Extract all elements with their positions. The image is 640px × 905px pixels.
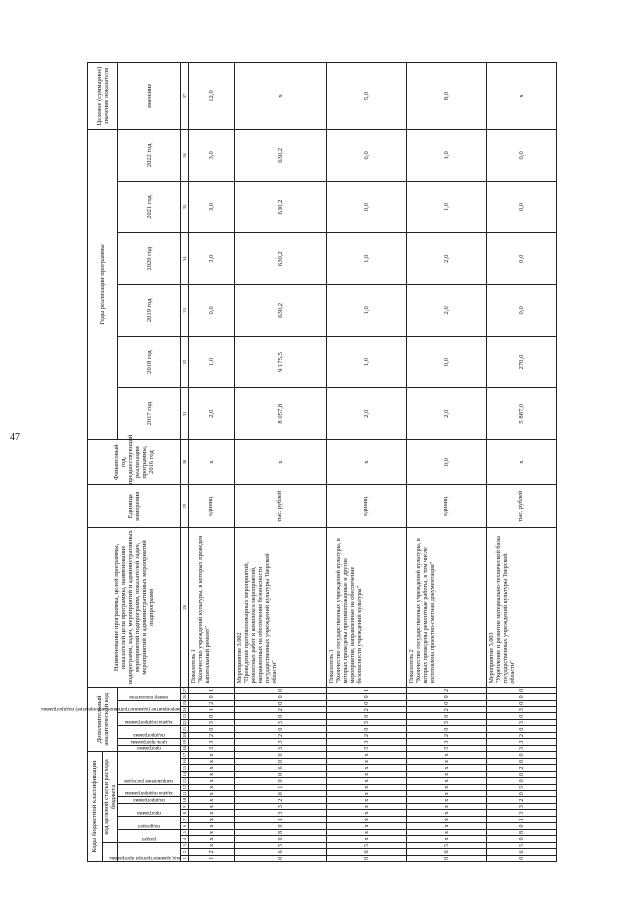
code-cell: x bbox=[189, 752, 235, 759]
code-cell: 1 bbox=[235, 816, 327, 822]
page-number: 47 bbox=[10, 432, 20, 443]
column-number: 27 bbox=[182, 688, 188, 693]
code-cell: 2 bbox=[487, 732, 557, 738]
code-cell: 0 bbox=[487, 687, 557, 694]
code-cell: x bbox=[407, 829, 487, 835]
column-number: 23 bbox=[182, 713, 188, 719]
add-program-goal-header bbox=[118, 739, 181, 745]
code-cell: 0 bbox=[487, 752, 557, 759]
column-number: 32 bbox=[181, 336, 189, 388]
code-cell: 0 bbox=[235, 687, 327, 694]
code-cell: x bbox=[327, 778, 407, 784]
code-cell: x bbox=[327, 829, 407, 835]
code-cell: 3 bbox=[189, 719, 235, 725]
budget-codes-header: Коды бюджетной классификации bbox=[88, 752, 103, 862]
code-cell: 0 bbox=[327, 694, 407, 700]
column-number-row bbox=[181, 63, 189, 862]
code-cell: 0 bbox=[189, 713, 235, 719]
table-row bbox=[327, 63, 407, 862]
section-header bbox=[118, 829, 181, 842]
admin-code-label: код администратора программы bbox=[109, 855, 181, 861]
code-cell: 6 bbox=[407, 849, 487, 855]
fin-year-cell: x bbox=[235, 440, 327, 485]
row-title: Показатель 2 bbox=[408, 649, 416, 684]
code-cell: x bbox=[327, 803, 407, 809]
code-cell: 0 bbox=[487, 778, 557, 784]
code-cell: 0 bbox=[235, 823, 327, 829]
unit-header: Единица измерения bbox=[88, 485, 181, 528]
admin-code-header bbox=[109, 842, 181, 861]
code-cell: 0 bbox=[235, 694, 327, 700]
code-cell: x bbox=[189, 791, 235, 797]
column-number: 24 bbox=[182, 707, 188, 712]
year-value-cell: 630,2 bbox=[235, 181, 327, 233]
column-number: 5 bbox=[181, 829, 189, 835]
column-number: 31 bbox=[181, 388, 189, 440]
year-value-cell: 1,0 bbox=[407, 130, 487, 182]
year-2018-header: 2018 год bbox=[118, 336, 181, 388]
code-cell: 2 bbox=[327, 707, 407, 713]
column-number: 4 bbox=[181, 836, 189, 842]
column-number: 9 bbox=[181, 803, 189, 809]
expense-article-header: код целевой статьи расхода бюджета bbox=[103, 752, 118, 842]
code-cell: 6 bbox=[487, 849, 557, 855]
code-cell: 0 bbox=[407, 713, 487, 719]
code-cell: 0 bbox=[189, 726, 235, 732]
column-number: 20 bbox=[182, 733, 188, 738]
program-header bbox=[118, 803, 181, 816]
target-value-cell: 5,0 bbox=[327, 63, 407, 130]
code-cell: x bbox=[327, 765, 407, 771]
code-cell: 3 bbox=[235, 739, 327, 745]
target-value-cell: 12,0 bbox=[189, 63, 235, 130]
code-cell: 0 bbox=[487, 855, 557, 861]
code-cell: 0 bbox=[235, 713, 327, 719]
row-text: "Укрепление и развитие материально-технической базы государственных учреждений культуры Тверской области" bbox=[495, 536, 517, 684]
code-cell: x bbox=[407, 810, 487, 816]
fin-year-cell: x bbox=[189, 440, 235, 485]
code-cell: 5 bbox=[407, 842, 487, 848]
code-cell: x bbox=[327, 836, 407, 842]
code-cell: x bbox=[407, 791, 487, 797]
code-cell: x bbox=[327, 797, 407, 803]
code-cell: 3 bbox=[407, 719, 487, 725]
add-task-header bbox=[118, 713, 181, 726]
year-value-cell: 0,0 bbox=[407, 336, 487, 388]
code-cell: 0 bbox=[407, 700, 487, 706]
code-cell: x bbox=[189, 842, 235, 848]
code-cell: 0 bbox=[487, 758, 557, 764]
add-measure-label: мероприятие (административное мероприятие) подпрограммы bbox=[41, 706, 181, 713]
add-task-label: задача подпрограммы bbox=[125, 719, 174, 726]
code-cell: 8 bbox=[235, 829, 327, 835]
section-label: раздел bbox=[142, 835, 157, 842]
row-name-cell bbox=[327, 528, 407, 687]
code-cell: 0 bbox=[487, 726, 557, 732]
code-cell: 3 bbox=[487, 739, 557, 745]
subsection-label: подраздел bbox=[138, 822, 161, 829]
name-header: Наименование программы, целей программы, показателей цели программы, наименование подпрограмм, задач, мероприятий и административных мероприятий подпрограмм, показателей задач, мероприятий и административных мероприятий подпрограмм bbox=[88, 528, 181, 687]
column-number: 16 bbox=[182, 759, 188, 764]
code-cell: 3 bbox=[189, 739, 235, 745]
code-cell: x bbox=[189, 810, 235, 816]
code-cell: 5 bbox=[487, 842, 557, 848]
code-cell: 2 bbox=[189, 732, 235, 738]
code-cell: x bbox=[407, 816, 487, 822]
column-number: 26 bbox=[182, 694, 188, 700]
code-cell: x bbox=[327, 784, 407, 790]
year-value-cell: 0,0 bbox=[487, 285, 557, 337]
code-cell: x bbox=[407, 765, 487, 771]
code-cell: 0 bbox=[487, 700, 557, 706]
code-cell: 2 bbox=[189, 700, 235, 706]
code-cell: x bbox=[407, 771, 487, 777]
column-number: 36 bbox=[181, 130, 189, 182]
column-number: 34 bbox=[181, 233, 189, 285]
code-cell: x bbox=[189, 829, 235, 835]
year-value-cell: 630,2 bbox=[235, 130, 327, 182]
target-value-cell: x bbox=[235, 63, 327, 130]
code-cell: x bbox=[189, 771, 235, 777]
target-value-cell: x bbox=[487, 63, 557, 130]
row-text: "Количество государственных учреждений культуры, в которых проведены противопожарные и другие мероприятия, направленные на обеспечение безопасности учреждений культуры" bbox=[335, 538, 364, 684]
column-number: 3 bbox=[181, 842, 189, 848]
column-number: 8 bbox=[181, 810, 189, 816]
year-value-cell: 8 057,8 bbox=[235, 388, 327, 440]
code-cell: 0 bbox=[235, 700, 327, 706]
year-value-cell: 630,2 bbox=[235, 285, 327, 337]
code-cell: 0 bbox=[189, 694, 235, 700]
add-subprogram-label: подпрограмма bbox=[133, 732, 166, 739]
code-cell: 2 bbox=[487, 765, 557, 771]
column-number: 14 bbox=[182, 772, 188, 777]
code-cell: 0 bbox=[327, 726, 407, 732]
code-cell: 3 bbox=[235, 803, 327, 809]
code-cell: 0 bbox=[407, 694, 487, 700]
task-subprogram-header bbox=[118, 784, 181, 797]
code-cell: 2 bbox=[407, 687, 487, 694]
code-cell: 2 bbox=[327, 732, 407, 738]
code-cell: 2 bbox=[407, 732, 487, 738]
code-cell: 1 bbox=[189, 707, 235, 713]
code-cell: 2 bbox=[407, 707, 487, 713]
fin-year-cell: x bbox=[487, 440, 557, 485]
year-value-cell: 5 887,0 bbox=[487, 388, 557, 440]
column-number: 19 bbox=[182, 739, 188, 745]
code-cell: 1 bbox=[487, 816, 557, 822]
rotated-table-container bbox=[41, 62, 542, 862]
code-cell: 3 bbox=[487, 810, 557, 816]
code-cell: x bbox=[327, 752, 407, 759]
code-cell: 6 bbox=[235, 765, 327, 771]
year-value-cell: 0,0 bbox=[327, 130, 407, 182]
row-name-cell bbox=[189, 528, 235, 687]
fin-year-header: Финансовый год, предшествующий реализации программы, 2016 год bbox=[88, 440, 181, 485]
code-cell: x bbox=[327, 758, 407, 764]
code-cell: 0 bbox=[235, 752, 327, 759]
code-cell: 2 bbox=[189, 849, 235, 855]
code-cell: 0 bbox=[487, 694, 557, 700]
code-cell: 0 bbox=[327, 700, 407, 706]
code-cell: 3 bbox=[487, 707, 557, 713]
row-text: "Количество государственных учреждений культуры, в которых проведены ремонтные работы, в том числе изготовлена проектно-сметная документация" bbox=[415, 538, 437, 684]
code-cell: 0 bbox=[487, 823, 557, 829]
add-program-header bbox=[118, 745, 181, 751]
task-subprogram-label: задача подпрограммы bbox=[125, 790, 174, 797]
code-cell: 0 bbox=[235, 855, 327, 861]
code-cell: x bbox=[407, 797, 487, 803]
code-cell: x bbox=[407, 823, 487, 829]
code-cell: 2 bbox=[235, 707, 327, 713]
year-value-cell: 0,0 bbox=[487, 130, 557, 182]
years-header: Годы реализации программы bbox=[88, 130, 118, 440]
code-cell: 0 bbox=[487, 836, 557, 842]
row-name-cell bbox=[235, 528, 327, 687]
code-cell: 1 bbox=[235, 784, 327, 790]
code-cell: 0 bbox=[407, 726, 487, 732]
code-cell: x bbox=[327, 771, 407, 777]
code-cell: 0 bbox=[327, 855, 407, 861]
program-label: программа bbox=[137, 809, 162, 816]
fin-year-cell: x bbox=[327, 440, 407, 485]
year-2022-header: 2022 год bbox=[118, 130, 181, 182]
row-title: Мероприятие 3.003 bbox=[488, 632, 496, 684]
code-cell: 0 bbox=[487, 791, 557, 797]
expense-direction-header bbox=[118, 752, 181, 784]
code-cell: x bbox=[189, 765, 235, 771]
code-cell: 3 bbox=[327, 745, 407, 751]
unit-cell: тыс. рублей bbox=[487, 485, 557, 528]
year-value-cell: 1,0 bbox=[407, 181, 487, 233]
year-value-cell: 0,0 bbox=[487, 233, 557, 285]
add-indicator-header bbox=[118, 687, 181, 700]
row-title: Показатель 1 bbox=[190, 649, 198, 684]
code-cell: x bbox=[407, 752, 487, 759]
column-number: 10 bbox=[182, 797, 188, 803]
year-value-cell: 1,0 bbox=[327, 285, 407, 337]
code-cell: x bbox=[189, 836, 235, 842]
code-cell: 3 bbox=[487, 719, 557, 725]
code-cell: x bbox=[189, 816, 235, 822]
year-value-cell: 270,0 bbox=[487, 336, 557, 388]
code-cell: x bbox=[407, 784, 487, 790]
column-number: 13 bbox=[182, 778, 188, 784]
expense-direction-label: направление расходов bbox=[124, 777, 174, 784]
row-title: Мероприятие 3.002 bbox=[236, 632, 244, 684]
year-value-cell: 3,0 bbox=[189, 181, 235, 233]
code-cell: 3 bbox=[407, 745, 487, 751]
column-number: 22 bbox=[182, 720, 188, 725]
code-cell: x bbox=[327, 810, 407, 816]
code-cell: x bbox=[189, 758, 235, 764]
column-number: 29 bbox=[181, 485, 189, 528]
year-2021-header: 2021 год bbox=[118, 181, 181, 233]
code-cell: 3 bbox=[235, 719, 327, 725]
code-cell: 0 bbox=[235, 836, 327, 842]
code-cell: 3 bbox=[327, 719, 407, 725]
year-value-cell: 1,0 bbox=[327, 336, 407, 388]
year-value-cell: 630,2 bbox=[235, 233, 327, 285]
code-cell: 1 bbox=[189, 855, 235, 861]
code-cell: x bbox=[189, 797, 235, 803]
add-measure-header bbox=[41, 700, 181, 713]
column-number: 33 bbox=[181, 285, 189, 337]
code-cell: 3 bbox=[235, 810, 327, 816]
column-number: 17 bbox=[182, 752, 188, 758]
code-cell: 1 bbox=[189, 687, 235, 694]
code-cell: x bbox=[189, 823, 235, 829]
subprogram-header bbox=[118, 797, 181, 803]
code-cell: x bbox=[327, 791, 407, 797]
code-cell: 2 bbox=[487, 797, 557, 803]
column-number: 35 bbox=[181, 181, 189, 233]
code-cell: 0 bbox=[487, 771, 557, 777]
code-cell: 3 bbox=[327, 739, 407, 745]
code-cell: 0 bbox=[407, 855, 487, 861]
table-row bbox=[407, 63, 487, 862]
column-number: 7 bbox=[181, 816, 189, 822]
subprogram-label: подпрограмма bbox=[133, 796, 166, 803]
year-value-cell: 2,0 bbox=[327, 388, 407, 440]
year-value-cell: 0,0 bbox=[327, 181, 407, 233]
code-cell: 0 bbox=[235, 726, 327, 732]
code-cell: 3 bbox=[487, 803, 557, 809]
add-subprogram-header bbox=[118, 726, 181, 739]
code-cell: x bbox=[407, 803, 487, 809]
year-value-cell: 1,0 bbox=[189, 336, 235, 388]
target-value-header: значение bbox=[118, 63, 181, 130]
year-value-cell: 0,0 bbox=[487, 181, 557, 233]
column-number: 1 bbox=[181, 855, 189, 861]
column-number: 37 bbox=[181, 63, 189, 130]
column-number: 2 bbox=[181, 849, 189, 855]
row-name-cell bbox=[487, 528, 557, 687]
code-cell: 8 bbox=[487, 829, 557, 835]
code-cell: x bbox=[189, 803, 235, 809]
unit-cell: единиц bbox=[407, 485, 487, 528]
table-row bbox=[487, 63, 557, 862]
code-cell: x bbox=[407, 778, 487, 784]
code-cell: 5 bbox=[327, 842, 407, 848]
code-cell: 6 bbox=[327, 849, 407, 855]
year-value-cell: 3,0 bbox=[189, 233, 235, 285]
unit-cell: единиц bbox=[327, 485, 407, 528]
code-cell: 2 bbox=[235, 732, 327, 738]
target-header: Целевое (суммарное) значение показателя bbox=[88, 63, 118, 130]
unit-cell: единиц bbox=[189, 485, 235, 528]
code-cell: 6 bbox=[235, 849, 327, 855]
column-number: 18 bbox=[182, 746, 188, 751]
fin-year-cell: 0,0 bbox=[407, 440, 487, 485]
code-cell: 5 bbox=[235, 842, 327, 848]
indicator-table bbox=[41, 62, 557, 862]
code-cell: 5 bbox=[487, 784, 557, 790]
code-cell: x bbox=[327, 823, 407, 829]
code-cell: x bbox=[407, 758, 487, 764]
year-value-cell: 2,0 bbox=[189, 388, 235, 440]
year-2019-header: 2019 год bbox=[118, 285, 181, 337]
add-program-label: программа bbox=[137, 745, 162, 752]
unit-cell: тыс. рублей bbox=[235, 485, 327, 528]
year-value-cell: 1,0 bbox=[327, 233, 407, 285]
table-row bbox=[189, 63, 235, 862]
year-value-cell: 2,0 bbox=[407, 285, 487, 337]
year-2020-header: 2020 год bbox=[118, 233, 181, 285]
additional-code-header: Дополнительный аналитический код bbox=[88, 687, 118, 752]
column-number: 28 bbox=[181, 528, 189, 687]
add-indicator-label: номер показателя bbox=[129, 693, 169, 700]
row-text: "Проведение противопожарных мероприятий, ремонтных работ и комплекса мероприятий, направленных на обеспечение безопасности государственных учреждений культуры Тверской области" bbox=[243, 553, 278, 684]
add-program-goal-label: цель программы bbox=[131, 738, 168, 745]
column-number: 11 bbox=[182, 791, 188, 796]
column-number: 12 bbox=[182, 785, 188, 790]
year-value-cell: 0,0 bbox=[189, 285, 235, 337]
code-cell: 3 bbox=[407, 739, 487, 745]
year-value-cell: 2,0 bbox=[407, 388, 487, 440]
code-cell: 3 bbox=[235, 745, 327, 751]
column-number: 25 bbox=[182, 701, 188, 706]
column-number: 15 bbox=[182, 765, 188, 771]
column-number: 21 bbox=[182, 726, 188, 732]
table-row bbox=[235, 63, 327, 862]
year-2017-header: 2017 год bbox=[118, 388, 181, 440]
code-cell: 3 bbox=[487, 745, 557, 751]
code-cell: 0 bbox=[487, 713, 557, 719]
column-number: 6 bbox=[181, 823, 189, 829]
target-value-cell: 8,0 bbox=[407, 63, 487, 130]
code-cell: 2 bbox=[235, 797, 327, 803]
code-cell: 0 bbox=[235, 791, 327, 797]
code-cell: 0 bbox=[235, 778, 327, 784]
row-name-cell bbox=[407, 528, 487, 687]
code-cell: 0 bbox=[235, 758, 327, 764]
subsection-header bbox=[118, 816, 181, 829]
code-cell: 0 bbox=[235, 771, 327, 777]
code-cell: 1 bbox=[327, 687, 407, 694]
code-cell: 0 bbox=[327, 713, 407, 719]
code-cell: 3 bbox=[189, 745, 235, 751]
row-text: "Количество учреждений культуры, в которых проведен капитальный ремонт" bbox=[197, 535, 212, 684]
year-value-cell: 3,0 bbox=[189, 130, 235, 182]
row-title: Показатель 1 bbox=[328, 649, 336, 684]
code-cell: x bbox=[189, 784, 235, 790]
year-value-cell: 9 175,5 bbox=[235, 336, 327, 388]
code-cell: x bbox=[407, 836, 487, 842]
code-cell: x bbox=[327, 816, 407, 822]
code-cell: x bbox=[189, 778, 235, 784]
year-value-cell: 2,0 bbox=[407, 233, 487, 285]
column-number: 30 bbox=[181, 440, 189, 485]
